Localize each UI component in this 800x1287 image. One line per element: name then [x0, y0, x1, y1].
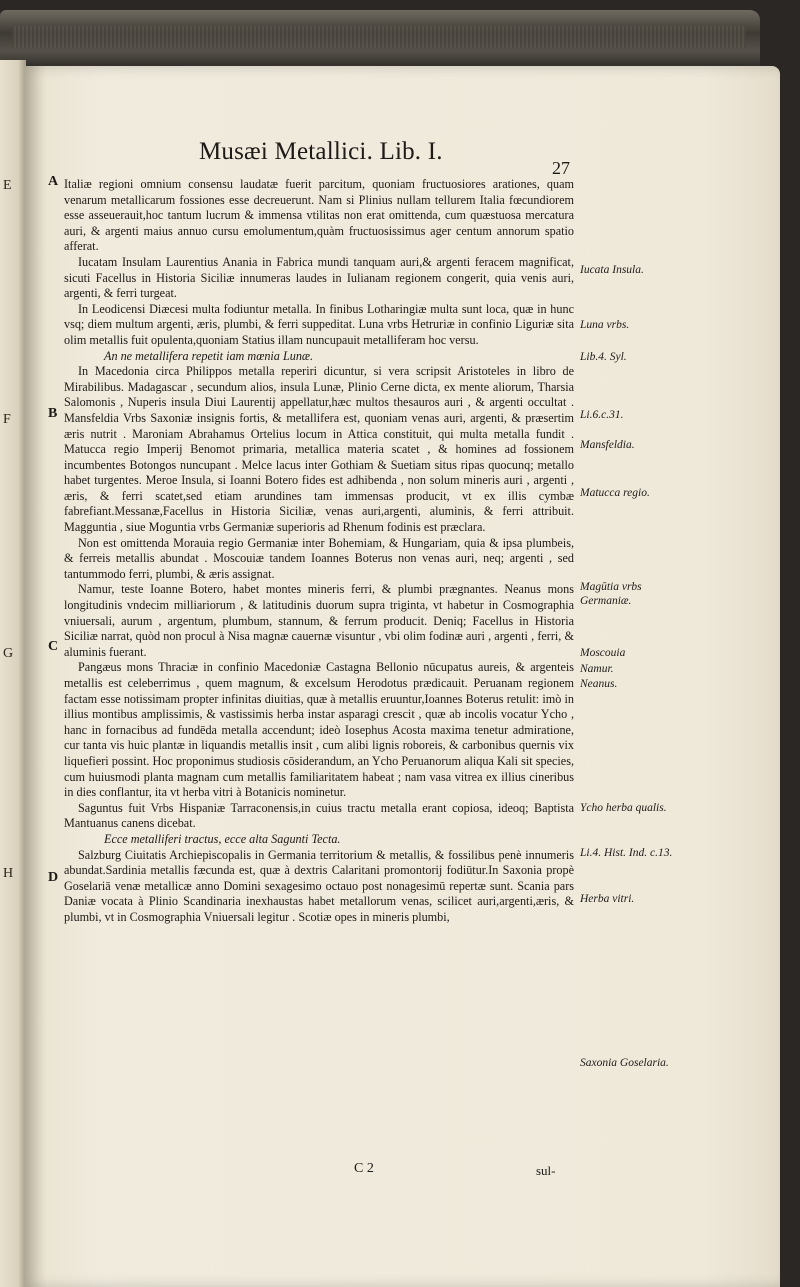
- paragraph: Namur, teste Ioanne Botero, habet montes mineris ferri, & plumbi prægnantes. Neanus mons longitudinis vndecim milliariorum , & latitudinis duorum supra triginta, vt habetur in Cosmographia vniuersali, aurum , argentum, plumbum, stannum, & ferrum producit. Deniq; Facellus in Historia Siciliæ narrat, quòd non procul à Nisa magnæ cauernæ visuntur , vbi olim fodinæ auri , argenti , ferri, & aluminis fuerant.: [64, 582, 574, 659]
- verse-quote: Ecce metalliferi tractus, ecce alta Sagunti Tecta.: [104, 831, 341, 846]
- marginal-note: Herba vitri.: [580, 893, 635, 905]
- facing-page-letter: H: [3, 866, 14, 881]
- facing-page-letter: E: [3, 178, 12, 193]
- marginal-note: Mansfeldia.: [580, 439, 635, 451]
- section-mark: D: [48, 870, 59, 885]
- facing-page-letter: G: [3, 646, 14, 661]
- marginal-note: Neanus.: [580, 678, 618, 690]
- marginal-note: Matucca regio.: [580, 487, 650, 499]
- paragraph: In Leodicensi Diæcesi multa fodiuntur metalla. In finibus Lotharingiæ multa sunt loca, quæ in hunc vsq; diem multum argenti, æris, plumbi, & ferri suppeditat. Luna vrbs Hetruriæ in confinio Liguriæ sita olim metallis fuit opulenta,quoniam Statius illam nuncupauit metalliferam hoc versu.: [64, 301, 574, 347]
- facing-page-edge: [0, 60, 26, 1287]
- catchword: sul-: [536, 1163, 556, 1178]
- body-text: [64, 177, 574, 926]
- page-number: 27: [552, 158, 570, 178]
- paragraph: Salzburg Ciuitatis Archiepiscopalis in Germania territorium & metallis, & fossilibus penè innumeris abundat.Sardinia metallis fæcunda est, quæ à dextris Calaritani promontorij fodiūtur.In Saxonia propè Goselariā venæ metallicæ anno Domini sexagesimo octauo post nonagesimū repertæ sunt. Scania pars Daniæ vocata à Plinio Scandinaria inexhaustas habet metallorum venas, scilicet auri,argenti,æris, & plumbi, vt in Cosmographia Vniuersali legitur . Scotiæ opes in mineris plumbi,: [64, 847, 574, 924]
- marginal-note: Lib.4. Syl.: [580, 351, 627, 363]
- paragraph: Non est omittenda Morauia regio Germaniæ inter Bohemiam, & Hungariam, quia & ipsa plumbeis, & ferreis metallis abundat . Moscouiæ tandem Ioannes Boterus non venas auri, neq; argenti , sed tantummodo ferri, plumbi, & æris assignat.: [64, 535, 574, 581]
- running-title: Musæi Metallici. Lib. I.: [199, 138, 443, 165]
- book-top-edge: [0, 10, 760, 68]
- paragraph: Italiæ regioni omnium consensu laudatæ fuerit parcitum, quoniam fructuosiores arationes, quam venarum metallicarum fossiones esse decreuerunt. Nam si Plinius nullam tellurem Italia fœcundiorem esse asseuerauit,hoc tantum lucrum & immensa vtilitas non erat omittenda, cum quæstuosa mercatura auri, & argenti maius annuo cursu emolumentum,quàm fructuosissimus ager centum annorum spatio afferat.: [64, 177, 574, 254]
- paragraph: In Macedonia circa Philippos metalla reperiri dicuntur, si vera scripsit Aristoteles in libro de Mirabilibus. Madagascar , secundum alios, insula Lunæ, Plinio Cerne dicta, ex mente aliorum, Tharsia Salomonis , Nuperis insula Diui Laurentij appellatur,hæc multos thesauros auri , & argenti occultat . Mansfeldia Vrbs Saxoniæ insignis fortis, & metallifera est, quoniam venas auri, argenti, & præsertim æris nutrit . Maroniam Abrahamus Ortelius locum in Attica constituit, qui multa metalla fundit . Matucca regio Imperij Benomot primaria, metallica materia scatet , & homines ad fossionem incumbentes Botongos nuncupant . Melce lacus inter Gothiam & Suetiam situs ripas quocunq; metallo habet turgentes. Meroe Insula, si Ioanni Botero fides est adhibenda , non solum mineris auri , argenti , æris, & ferri scatet,sed etiam arundines tam immensas producit, vt ex illis cymbæ fabrefiant.Messanæ,Facellus in Historia Siciliæ, venas auri,argenti, aluminis, & ferri attribuit. Magguntia , siue Moguntia vrbs Germaniæ superioris ad Rhenum fodinis est præclara.: [64, 364, 574, 535]
- marginal-note: Li.6.c.31.: [580, 409, 624, 421]
- marginal-note: Iucata Insula.: [580, 264, 644, 276]
- marginal-note: Moscouia: [580, 647, 626, 659]
- marginal-note: Namur.: [580, 663, 614, 675]
- facing-page-letter: F: [3, 412, 11, 427]
- section-mark: C: [48, 639, 59, 654]
- marginal-note: Li.4. Hist. Ind. c.13.: [580, 847, 673, 859]
- section-mark: B: [48, 406, 58, 421]
- verse-quote: An ne metallifera repetit iam mœnia Lunæ.: [104, 348, 314, 363]
- marginal-note: Ycho herba qualis.: [580, 802, 667, 814]
- book-page: [24, 66, 780, 1287]
- marginal-note: Saxonia Goselaria.: [580, 1057, 669, 1069]
- paragraph: Pangæus mons Thraciæ in confinio Macedoniæ Castagna Bellonio nūcupatus aureis, & argenteis metallis est celeberrimus , quem magnum, & excelsum Herodotus prædicauit. Peruanam regionem factam esse notissimam propter infinitas diuitias, quæ à metallis eruuntur,Ioannes Boterus retulit: imò in illius montibus amplissimis, & vastissimis herba instar asparagi crescit , quæ ab incolis vocatur Ycho , hanc in fornacibus ad fundēda metalla accendunt; ideò Iosephus Acosta maxima tenetur admiratione, cur tanta vis huic plantæ in liquandis metallis insit , cum alibi lignis roboreis, & carbonibus quernis vix liquefieri possint. Hoc proponimus studiosis cōsiderandum, an Ycho Peruanorum aliqua Kali sit species, cum huiusmodi planta magnam cum metallis familiaritatem habeat ; nam vasa vitrea ex illius cineribus in dies conflantur, ita vt herba vitri à Botanicis nominetur.: [64, 660, 574, 800]
- section-mark: A: [48, 174, 59, 189]
- marginal-note: Magūtia vrbs Germaniæ.: [580, 581, 642, 607]
- marginal-note: Luna vrbs.: [580, 319, 630, 331]
- signature-mark: C 2: [354, 1161, 374, 1176]
- paragraph: Iucatam Insulam Laurentius Anania in Fabrica mundi tanquam auri,& argenti feracem magnificat, sicuti Facellus in Historia Siciliæ innumeras laudes in Iulianam regionem congerit, quia venis auri, argenti, & ferri turgeat.: [64, 254, 574, 301]
- paragraph: Saguntus fuit Vrbs Hispaniæ Tarraconensis,in cuius tractu metalla erant copiosa, ideoq; Baptista Mantuanus canens dicebat.: [64, 800, 574, 831]
